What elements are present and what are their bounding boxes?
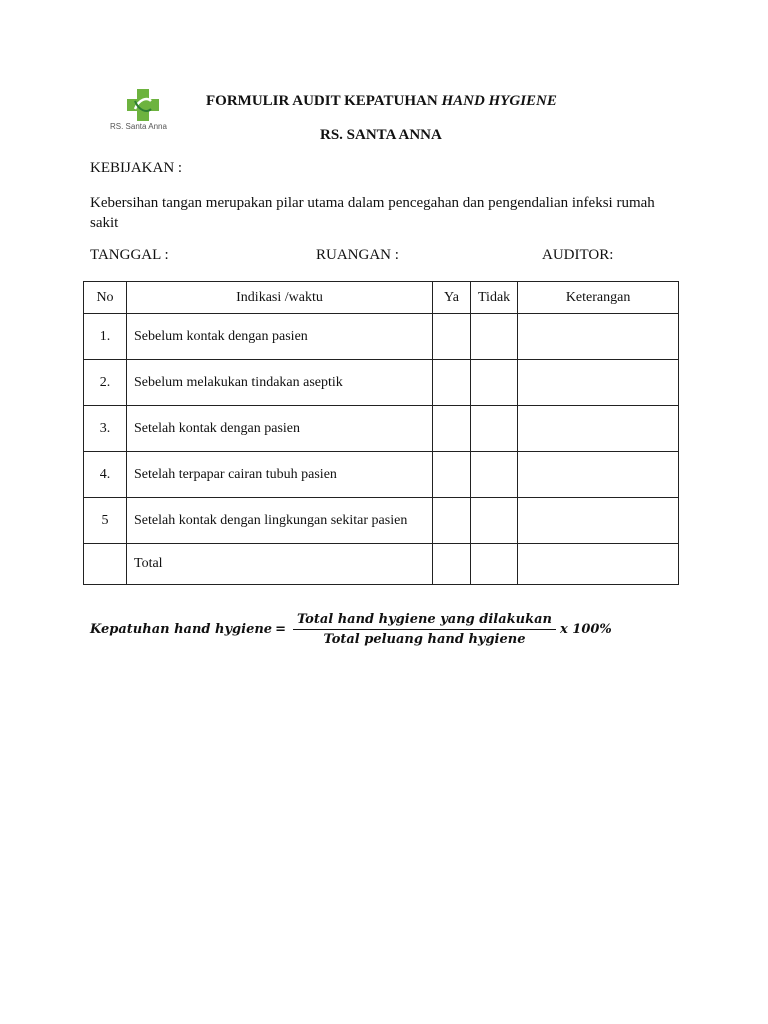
row-number: 5 (84, 498, 127, 544)
row-number: 3. (84, 406, 127, 452)
row-indication: Setelah kontak dengan lingkungan sekitar pasien (127, 498, 433, 544)
table-total-row (84, 544, 679, 585)
table-row (84, 406, 679, 452)
total-label: Total (127, 544, 433, 585)
ya-cell[interactable] (433, 406, 471, 452)
row-number: 2. (84, 360, 127, 406)
keterangan-cell[interactable] (518, 360, 679, 406)
table-row (84, 452, 679, 498)
total-ya-cell[interactable] (433, 544, 471, 585)
tidak-cell[interactable] (471, 498, 518, 544)
ya-cell[interactable] (433, 314, 471, 360)
hospital-name: RS. SANTA ANNA (320, 127, 442, 143)
table-row (84, 314, 679, 360)
keterangan-cell[interactable] (518, 452, 679, 498)
ya-cell[interactable] (433, 452, 471, 498)
formula-multiplier: x 100% (560, 622, 612, 637)
table-row (84, 498, 679, 544)
header-ya: Ya (433, 282, 471, 314)
keterangan-cell[interactable] (518, 498, 679, 544)
audit-table (83, 281, 679, 585)
tidak-cell[interactable] (471, 452, 518, 498)
formula-equals: = (275, 622, 286, 637)
form-title-main: FORMULIR AUDIT KEPATUHAN (206, 93, 442, 109)
date-field-label: TANGGAL : (90, 247, 169, 263)
logo-caption: RS. Santa Anna (110, 122, 167, 131)
formula-fraction (293, 612, 556, 647)
header-no: No (84, 282, 127, 314)
formula-numerator: Total hand hygiene yang dilakukan (293, 612, 556, 630)
table-row (84, 360, 679, 406)
room-field-label: RUANGAN : (316, 247, 399, 263)
table-header-row (84, 282, 679, 314)
medical-cross-icon (126, 88, 160, 122)
formula-denominator: Total peluang hand hygiene (323, 632, 526, 647)
header-keterangan: Keterangan (518, 282, 679, 314)
form-title (206, 93, 557, 110)
ya-cell[interactable] (433, 498, 471, 544)
form-title-italic: HAND HYGIENE (441, 93, 557, 109)
row-number: 4. (84, 452, 127, 498)
tidak-cell[interactable] (471, 360, 518, 406)
header-tidak: Tidak (471, 282, 518, 314)
keterangan-cell[interactable] (518, 314, 679, 360)
total-number-cell (84, 544, 127, 585)
row-indication: Setelah terpapar cairan tubuh pasien (127, 452, 433, 498)
row-number: 1. (84, 314, 127, 360)
row-indication: Sebelum melakukan tindakan aseptik (127, 360, 433, 406)
keterangan-cell[interactable] (518, 406, 679, 452)
row-indication: Setelah kontak dengan pasien (127, 406, 433, 452)
policy-text: Kebersihan tangan merupakan pilar utama dalam pencegahan dan pengendalian infeksi rumah sakit (90, 195, 655, 231)
auditor-field-label: AUDITOR: (542, 247, 614, 263)
hospital-logo (110, 86, 180, 136)
total-tidak-cell[interactable] (471, 544, 518, 585)
row-indication: Sebelum kontak dengan pasien (127, 314, 433, 360)
tidak-cell[interactable] (471, 314, 518, 360)
tidak-cell[interactable] (471, 406, 518, 452)
ya-cell[interactable] (433, 360, 471, 406)
formula-lhs: Kepatuhan hand hygiene (90, 622, 273, 637)
header-indikasi: Indikasi /waktu (127, 282, 433, 314)
policy-label: KEBIJAKAN : (90, 160, 183, 176)
total-keterangan-cell[interactable] (518, 544, 679, 585)
compliance-formula (90, 612, 612, 647)
